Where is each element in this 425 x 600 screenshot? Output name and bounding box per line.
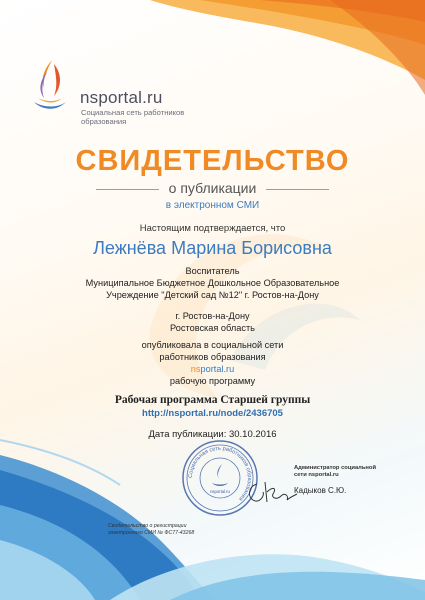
- subtitle-divider-right: [266, 189, 329, 190]
- seal-ring-text: Социальная сеть работников образования: [187, 445, 253, 502]
- seal-center-text: nsportal.ru: [210, 489, 230, 494]
- subtitle-divider-left: [96, 189, 159, 190]
- published-line2: работников образования: [159, 352, 266, 362]
- registration-info: [108, 523, 258, 536]
- work-title: Рабочая программа Старшей группы: [114, 394, 311, 406]
- admin-name: Кадыков С.Ю.: [294, 486, 347, 495]
- certificate-title: СВИДЕТЕЛЬСТВО: [75, 145, 350, 177]
- site-name: [0, 364, 425, 374]
- organization-line2: Учреждение "Детский сад №12" г. Ростов-на-Дону: [106, 290, 319, 300]
- logo-tagline-line2: образования: [81, 117, 127, 126]
- site-name-portal: portal.ru: [200, 364, 235, 374]
- work-type: рабочую программу: [169, 376, 256, 386]
- certificate-subtitle: о публикации: [168, 180, 257, 196]
- registration-line1: Свидетельство о регистрации: [108, 523, 187, 529]
- publication-link[interactable]: http://nsportal.ru/node/2436705: [142, 408, 283, 419]
- confirm-text: Настоящим подтверждается, что: [139, 223, 286, 234]
- site-name-ns: ns: [190, 364, 201, 374]
- logo-name: nsportal.ru: [80, 88, 163, 107]
- flame-logo-icon: [32, 58, 68, 116]
- certificate-subtitle-row: [0, 180, 425, 196]
- media-label: в электронном СМИ: [165, 200, 260, 211]
- organization-line1: Муниципальное Бюджетное Дошкольное Образовательное: [85, 278, 340, 288]
- city: г. Ростов-на-Дону: [175, 311, 250, 321]
- logo-tagline: [81, 108, 191, 126]
- signature-icon: [243, 478, 298, 508]
- admin-label-line2: сети nsportal.ru: [294, 472, 339, 478]
- region: Ростовская область: [170, 323, 255, 333]
- registration-line2: электронного СМИ № ФС77-43268: [108, 529, 195, 536]
- recipient-position: Воспитатель: [185, 266, 240, 276]
- admin-label: [294, 465, 394, 479]
- publication-date: Дата публикации: 30.10.2016: [148, 429, 277, 440]
- logo-tagline-line1: Социальная сеть работников: [81, 108, 185, 117]
- recipient-name: Лежнёва Марина Борисовна: [93, 238, 332, 258]
- published-line1: опубликовала в социальной сети: [141, 340, 284, 350]
- admin-label-line1: Администратор социальной: [294, 465, 377, 471]
